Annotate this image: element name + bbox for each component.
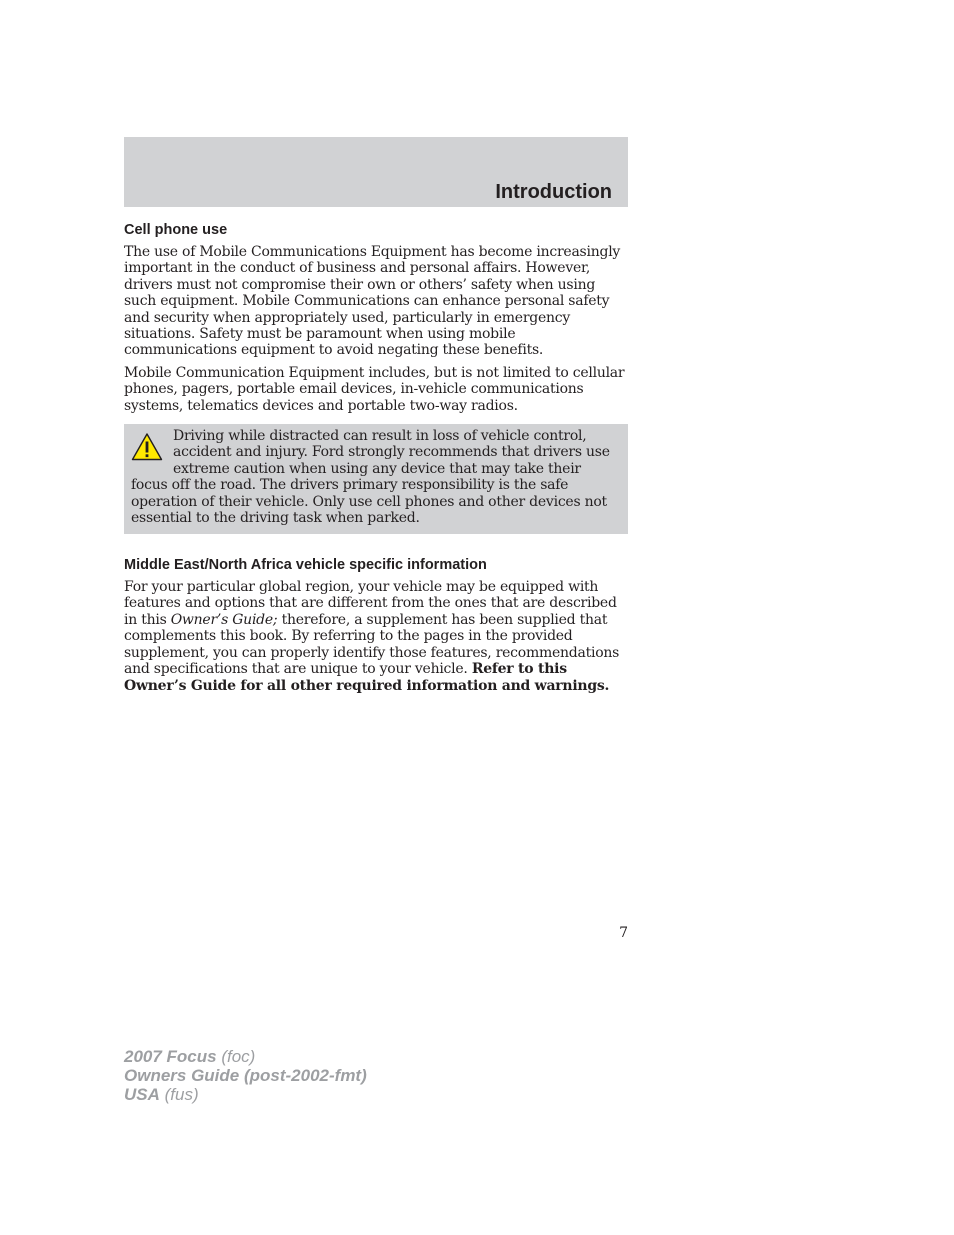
footer-line (124, 1047, 367, 1066)
guide-title-italic: Owner’s Guide; (170, 611, 278, 628)
footer-model: 2007 Focus (124, 1047, 217, 1066)
paragraph (124, 579, 628, 694)
paragraph-text: For your particular global region, your vehicle may be equipped with features and options that are different from the ones that are described in this (124, 579, 617, 628)
section-middle-east (124, 556, 628, 694)
warning-text: Driving while distracted can result in loss of vehicle control, accident and injury. Ford strongly recommends that drivers use extreme caution when using any device that may take their focus off the road. The drivers primary responsibility is the safe operation of their vehicle. Only use cell phones and other devices not essential to the driving task when parked. (131, 428, 610, 527)
paragraph-text: therefore, a supplement has been supplied that complements this book. By referring to the pages in the provided supplement, you can properly identify those features, recommendations and specifications that are unique to your vehicle. (124, 611, 620, 678)
main-content (124, 221, 628, 700)
page-title: Introduction (495, 181, 612, 203)
warning-box (124, 424, 628, 534)
page-number: 7 (619, 925, 628, 941)
footer-market: USA (124, 1085, 160, 1104)
footer-model-code: (foc) (216, 1047, 256, 1066)
footer-guide: Owners Guide (post-2002-fmt) (124, 1066, 367, 1085)
footer-imprint (124, 1047, 367, 1104)
warning-triangle-icon (131, 432, 163, 462)
paragraph: The use of Mobile Communications Equipment has become increasingly important in the conduct of business and personal affairs. However, drivers must not compromise their own or others’ safety when using such equipment. Mobile Communications can enhance personal safety and security when appropriately used, particularly in emergency situations. Safety must be paramount when using mobile communications equipment to avoid negating these benefits. (124, 244, 621, 359)
section-heading-middle-east: Middle East/North Africa vehicle specific information (124, 557, 487, 574)
paragraph: Mobile Communication Equipment includes, but is not limited to cellular phones, pagers, portable email devices, in-vehicle communications systems, telematics devices and portable two-way radios. (124, 364, 625, 414)
bold-notice: Refer to this Owner’s Guide for all other required information and warnings. (124, 661, 610, 694)
footer-market-code: (fus) (159, 1085, 199, 1104)
footer-line (124, 1066, 367, 1085)
footer-line (124, 1085, 367, 1104)
section-heading-cell-phone: Cell phone use (124, 222, 228, 238)
section-header-band (124, 137, 628, 207)
